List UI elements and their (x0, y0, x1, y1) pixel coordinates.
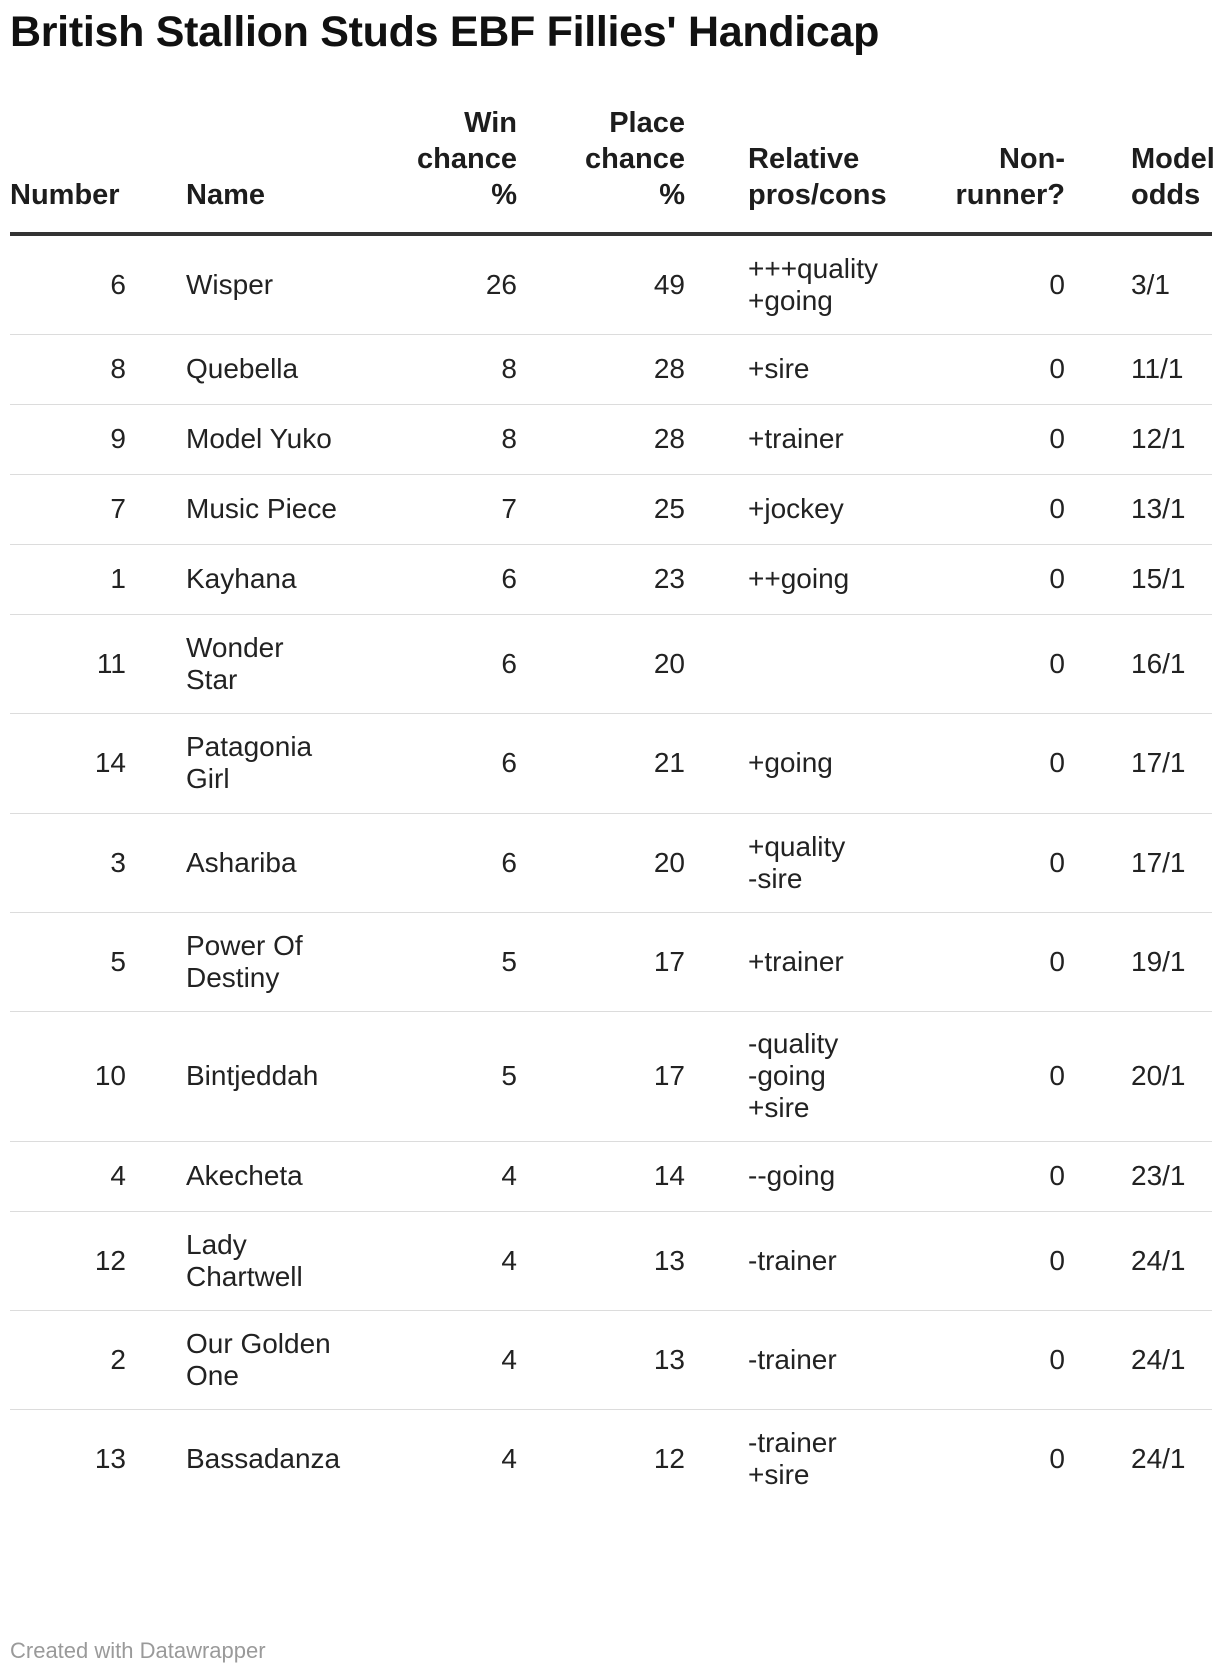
table-row (10, 1011, 1212, 1141)
cell-number: 9 (10, 404, 126, 474)
table-row (10, 1211, 1212, 1310)
cell-name: Music Piece (186, 474, 361, 544)
cell-pros-cons: +going (748, 713, 927, 813)
cell-name: Our Golden One (186, 1310, 361, 1409)
cell-spacer (1065, 234, 1131, 334)
cell-spacer (685, 1141, 748, 1211)
cell-spacer (685, 474, 748, 544)
cell-place-chance: 14 (517, 1141, 685, 1211)
cell-non-runner: 0 (927, 713, 1065, 813)
table-row (10, 234, 1212, 334)
header-non-runner[interactable]: Non- runner? (927, 105, 1065, 234)
cell-spacer (1065, 1011, 1131, 1141)
cell-pros-cons: -trainer (748, 1310, 927, 1409)
cell-number: 11 (10, 614, 126, 713)
cell-pros-cons: +trainer (748, 912, 927, 1011)
cell-spacer (685, 334, 748, 404)
cell-spacer (126, 912, 186, 1011)
cell-name: Lady Chartwell (186, 1211, 361, 1310)
cell-name: Wisper (186, 234, 361, 334)
cell-non-runner: 0 (927, 1211, 1065, 1310)
cell-number: 12 (10, 1211, 126, 1310)
cell-non-runner: 0 (927, 404, 1065, 474)
cell-name: Akecheta (186, 1141, 361, 1211)
cell-spacer (126, 1011, 186, 1141)
table-row (10, 1409, 1212, 1509)
cell-spacer (126, 1211, 186, 1310)
cell-number: 1 (10, 544, 126, 614)
cell-spacer (126, 1310, 186, 1409)
cell-place-chance: 21 (517, 713, 685, 813)
cell-place-chance: 17 (517, 912, 685, 1011)
cell-non-runner: 0 (927, 614, 1065, 713)
cell-pros-cons: ++going (748, 544, 927, 614)
header-name[interactable]: Name (186, 105, 361, 234)
cell-name: Wonder Star (186, 614, 361, 713)
table-row (10, 404, 1212, 474)
cell-model-odds: 17/1 (1131, 713, 1212, 813)
cell-number: 14 (10, 713, 126, 813)
cell-win-chance: 4 (361, 1310, 517, 1409)
cell-pros-cons: -quality -going +sire (748, 1011, 927, 1141)
table-row (10, 813, 1212, 912)
cell-win-chance: 5 (361, 1011, 517, 1141)
runners-table (10, 105, 1215, 1509)
cell-number: 10 (10, 1011, 126, 1141)
header-number[interactable]: Number (10, 105, 126, 234)
cell-win-chance: 26 (361, 234, 517, 334)
cell-number: 2 (10, 1310, 126, 1409)
cell-non-runner: 0 (927, 813, 1065, 912)
cell-number: 7 (10, 474, 126, 544)
cell-win-chance: 4 (361, 1141, 517, 1211)
cell-name: Kayhana (186, 544, 361, 614)
cell-win-chance: 6 (361, 544, 517, 614)
cell-spacer (1065, 813, 1131, 912)
cell-place-chance: 23 (517, 544, 685, 614)
cell-spacer (685, 1011, 748, 1141)
cell-non-runner: 0 (1049, 1443, 1065, 1475)
cell-model-odds: 16/1 (1131, 614, 1212, 713)
cell-spacer (685, 813, 748, 912)
datawrapper-credit: Created with Datawrapper (10, 1638, 266, 1663)
cell-spacer (126, 713, 186, 813)
cell-place-chance: 17 (517, 1011, 685, 1141)
cell-spacer (1065, 614, 1131, 713)
cell-number: 6 (10, 234, 126, 334)
cell-spacer (126, 234, 186, 334)
cell-name: Ashariba (186, 813, 361, 912)
cell-pros-cons: +quality -sire (748, 813, 927, 912)
cell-place-chance: 28 (517, 334, 685, 404)
cell-spacer (1065, 474, 1131, 544)
cell-non-runner: 0 (927, 234, 1065, 334)
cell-model-odds: 17/1 (1131, 813, 1212, 912)
cell-name: Power Of Destiny (186, 912, 361, 1011)
table-row (10, 912, 1212, 1011)
table-row (10, 614, 1212, 713)
cell-model-odds: 15/1 (1131, 544, 1212, 614)
cell-name: Quebella (186, 334, 361, 404)
cell-place-chance: 13 (517, 1310, 685, 1409)
cell-spacer (126, 1141, 186, 1211)
table-row (10, 474, 1212, 544)
cell-spacer (126, 1409, 186, 1509)
cell-non-runner: 0 (927, 912, 1065, 1011)
table-row (10, 713, 1212, 813)
cell-spacer (685, 912, 748, 1011)
cell-win-chance: 6 (361, 614, 517, 713)
header-pros-cons[interactable]: Relative pros/cons (748, 105, 927, 234)
table-row (10, 334, 1212, 404)
cell-non-runner: 0 (927, 1011, 1065, 1141)
cell-spacer (126, 813, 186, 912)
cell-spacer (685, 713, 748, 813)
cell-model-odds: 11/1 (1131, 334, 1212, 404)
cell-place-chance: 13 (517, 1211, 685, 1310)
cell-spacer (685, 1310, 748, 1409)
chart-title: British Stallion Studs EBF Fillies' Handicap (10, 8, 880, 56)
header-win-chance[interactable]: Win chance % (361, 105, 517, 234)
cell-spacer (126, 614, 186, 713)
cell-name: Model Yuko (186, 404, 361, 474)
header-row (10, 105, 1212, 234)
cell-pros-cons: +++quality +going (748, 234, 927, 334)
cell-place-chance: 12 (653, 1443, 685, 1475)
cell-model-odds: 3/1 (1131, 234, 1212, 334)
cell-spacer (1065, 1141, 1131, 1211)
cell-spacer (1065, 544, 1131, 614)
cell-model-odds: 24/1 (1131, 1211, 1212, 1310)
cell-model-odds: 24/1 (1131, 1310, 1212, 1409)
cell-place-chance: 25 (517, 474, 685, 544)
cell-pros-cons: +sire (748, 334, 927, 404)
cell-number: 13 (94, 1443, 126, 1475)
cell-spacer (126, 544, 186, 614)
cell-non-runner: 0 (927, 544, 1065, 614)
table-row (10, 544, 1212, 614)
cell-win-chance: 7 (361, 474, 517, 544)
cell-win-chance: 8 (361, 334, 517, 404)
cell-win-chance: 6 (361, 713, 517, 813)
cell-name: Bintjeddah (186, 1011, 361, 1141)
cell-win-chance: 5 (361, 912, 517, 1011)
cell-spacer (126, 474, 186, 544)
cell-spacer (685, 544, 748, 614)
cell-win-chance: 4 (501, 1443, 517, 1475)
cell-name: Bassadanza (186, 1443, 341, 1475)
cell-non-runner: 0 (927, 334, 1065, 404)
cell-place-chance: 28 (517, 404, 685, 474)
cell-model-odds: 23/1 (1131, 1141, 1212, 1211)
cell-spacer (685, 1211, 748, 1310)
cell-number: 3 (10, 813, 126, 912)
cell-non-runner: 0 (927, 1310, 1065, 1409)
cell-spacer (1065, 334, 1131, 404)
cell-model-odds: 12/1 (1131, 404, 1212, 474)
cell-spacer (1065, 713, 1131, 813)
cell-name: Patagonia Girl (186, 713, 361, 813)
cell-win-chance: 6 (361, 813, 517, 912)
cell-spacer (126, 404, 186, 474)
cell-spacer (685, 234, 748, 334)
cell-non-runner: 0 (927, 1141, 1065, 1211)
cell-model-odds: 19/1 (1131, 912, 1212, 1011)
cell-place-chance: 20 (517, 813, 685, 912)
cell-pros-cons: -trainer +sire (748, 1427, 837, 1491)
cell-number: 8 (10, 334, 126, 404)
cell-model-odds: 24/1 (1131, 1443, 1186, 1475)
cell-pros-cons: -trainer (748, 1211, 927, 1310)
cell-win-chance: 4 (361, 1211, 517, 1310)
cell-spacer (1065, 404, 1131, 474)
table-row (10, 1310, 1212, 1409)
cell-pros-cons: +jockey (748, 474, 927, 544)
cell-spacer (1065, 1310, 1131, 1409)
cell-model-odds: 13/1 (1131, 474, 1212, 544)
cell-number: 5 (10, 912, 126, 1011)
cell-spacer (1065, 1211, 1131, 1310)
cell-place-chance: 20 (517, 614, 685, 713)
table-row (10, 1141, 1212, 1211)
header-place-chance[interactable]: Place chance % (517, 105, 685, 234)
cell-pros-cons: +trainer (748, 404, 927, 474)
header-model-odds[interactable]: Model odds (1131, 105, 1212, 234)
cell-win-chance: 8 (361, 404, 517, 474)
cell-spacer (126, 334, 186, 404)
cell-non-runner: 0 (927, 474, 1065, 544)
cell-number: 4 (10, 1141, 126, 1211)
cell-model-odds: 20/1 (1131, 1011, 1212, 1141)
cell-spacer (1065, 912, 1131, 1011)
cell-spacer (1065, 1409, 1131, 1509)
cell-pros-cons: --going (748, 1141, 927, 1211)
cell-spacer (685, 614, 748, 713)
cell-place-chance: 49 (517, 234, 685, 334)
cell-pros-cons (748, 614, 927, 713)
cell-spacer (685, 1409, 748, 1509)
cell-spacer (685, 404, 748, 474)
